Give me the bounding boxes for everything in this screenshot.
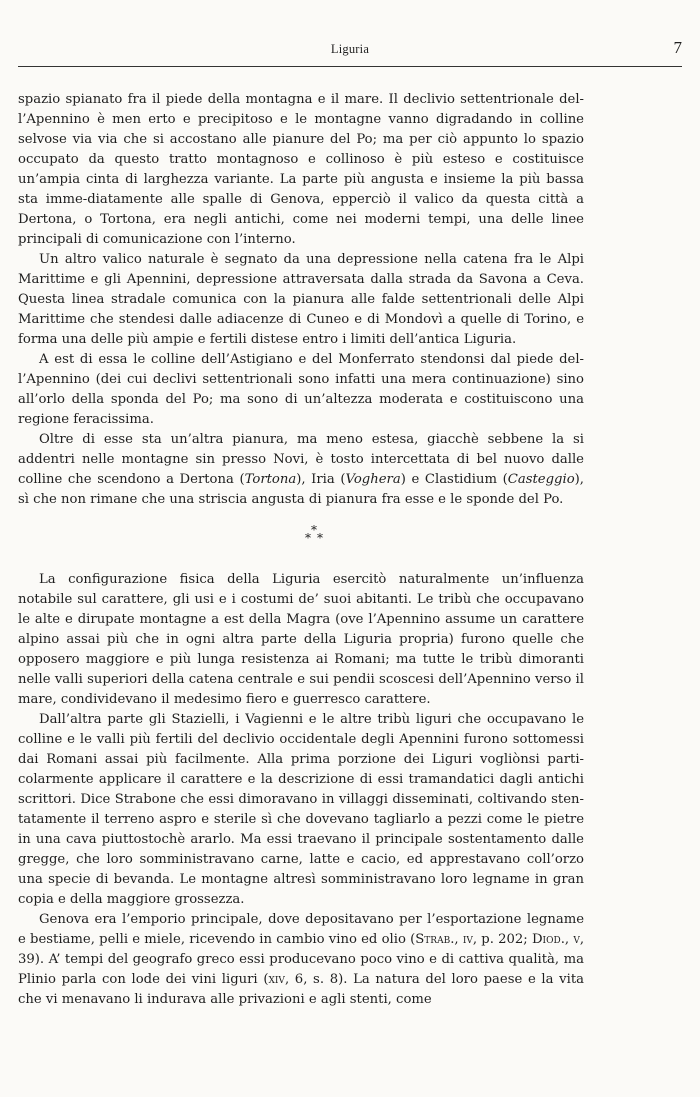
running-header xyxy=(18,36,682,62)
paragraph-6 xyxy=(18,710,584,910)
paragraph-5 xyxy=(18,570,584,710)
text-run: , 6, s. 8). La natura del loro paese e la vita che vi menavano li indurava alle privazioni e agli stenti, come xyxy=(18,972,585,1007)
small-caps-reference: Diod. xyxy=(531,932,565,947)
paragraph-1 xyxy=(18,90,584,250)
text-run: A est di essa le colline dell’Astigiano e del Monferrato stendonsi dal piede del-l’Apennino (dei cui declivi settentrionali sono infatti una mera continuazione) sino all’orlo della sponda del Po; ma sono di un’altezza moderata e costituiscono una regione feracissima. xyxy=(18,352,584,427)
paragraph-4 xyxy=(18,430,584,510)
asterism-star: * xyxy=(311,523,317,537)
italic-place-name: Voghera xyxy=(345,472,401,487)
body-text xyxy=(18,90,584,1010)
header-rule xyxy=(18,66,682,67)
italic-place-name: Tortona xyxy=(244,472,297,487)
text-run: , p. 202; xyxy=(472,932,532,947)
running-title: Liguria xyxy=(330,42,370,56)
small-caps-reference: v xyxy=(573,932,580,947)
small-caps-reference: Strab. xyxy=(415,932,455,947)
text-run: Genova era l’emporio principale, dove depositavano per l’esportazione legname e bestiame, pelli e miele, ricevendo in cambio vino ed olio ( xyxy=(18,912,584,947)
small-caps-reference: iv xyxy=(462,932,473,947)
text-run: Dall’altra parte gli Stazielli, i Vagienni e le altre tribù liguri che occupavano le colline e le valli più fertili del declivio occidentale degli Apennini furono sottomessi dai Romani assai più facilmente. Alla prima porzione dei Liguri vogliònsi parti-colarmente applicare il carattere e la descrizione di essi tramandatici dagli antichi scrittori. Dice Strabone che essi dimoravano in villaggi disseminati, coltivando sten-tatamente il terreno aspro e sterile sì che dovevano tagliarlo a pezzi come le pietre in una cava piuttostochè ararlo. Ma essi traevano il principale sostentamento dalle gregge, che loro somministravano carne, latte e cacio, ed apprestavano coll’orzo una specie di bevanda. Le montagne altresì somministravano loro legname in gran copia e della maggiore grossezza. xyxy=(18,712,584,907)
small-caps-reference: xiv xyxy=(268,972,285,987)
page-number: 7 xyxy=(673,38,682,57)
text-run: ), Iria ( xyxy=(296,472,346,487)
text-run: La configurazione fisica della Liguria esercitò naturalmente un’influenza notabile sul carattere, gli usi e i costumi de’ suoi abitanti. Le tribù che occupavano le alte e dirupate montagne a est della Magra (ove l’Apennino assume un carattere alpino assai più che in ogni altra parte della Liguria propria) furono quelle che opposero maggiore e più lunga resistenza ai Romani; ma tutte le tribù dimoranti nelle valli superiori della catena centrale e sui pendii scoscesi dell’Apennino verso il mare, condividevano il medesimo fiero e guerresco carattere. xyxy=(18,572,584,707)
text-run: , xyxy=(454,932,463,947)
text-run: ) e Clastidium ( xyxy=(400,472,508,487)
paragraph-2 xyxy=(18,250,584,350)
asterism-star: * xyxy=(305,531,311,545)
text-run: , xyxy=(564,932,574,947)
italic-place-name: Casteggio xyxy=(507,472,575,487)
text-run: , 39). A’ tempi del geografo greco essi producevano poco vino e di cattiva qualità, ma Plinio parla con lode dei vini liguri ( xyxy=(18,932,585,987)
paragraph-3 xyxy=(18,350,584,430)
text-run: spazio spianato fra il piede della montagna e il mare. Il declivio settentrionale del-l’Apennino è men erto e precipitoso e le montagne vanno digradando in colline selvose via via che si accostano alle pianure del Po; ma per ciò appunto lo spazio occupato da questo tratto montagnoso e collinoso è più esteso e costituisce un’ampia cinta di larghezza variante. La parte più angusta e insieme la più bassa sta imme-diatamente alle spalle di Genova, epperciò il valico da questa città a Dertona, o Tortona, era negli antichi, come nei moderni tempi, una delle linee principali di comunicazione con l’interno. xyxy=(18,92,584,247)
text-run: ), sì che non rimane che una striscia angusta di pianura fra esse e le sponde del Po. xyxy=(18,472,584,507)
paragraph-7 xyxy=(18,910,584,1010)
text-run: Oltre di esse sta un’altra pianura, ma meno estesa, giacchè sebbene la si addentri nelle montagne sin presso Novi, è tosto intercettata di bel nuovo dalle colline che scendono a Dertona ( xyxy=(18,432,584,487)
text-run: Un altro valico naturale è segnato da una depressione nella catena fra le Alpi Marittime e gli Apennini, depressione attraversata dalla strada da Savona a Ceva. Questa linea stradale comunica con la pianura alle falde settentrionali delle Alpi Marittime che stendesi dalle adiacenze di Cuneo e di Mondovì a quelle di Torino, e forma una delle più ampie e fertili distese entro i limiti dell’antica Liguria. xyxy=(18,252,584,347)
asterism-star: * xyxy=(317,531,323,545)
section-asterism xyxy=(18,510,584,570)
